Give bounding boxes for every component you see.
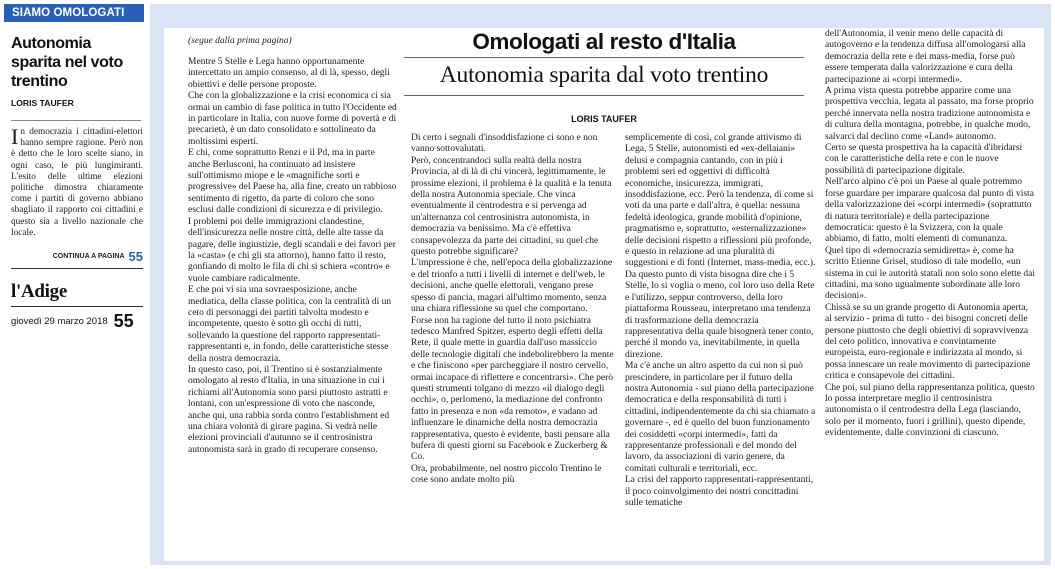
article-paragraph: Però, concentrandoci sulla realtà della nostra Provincia, al di là di chi vincerà, legittimamente, le prossime elezioni, il problema è la qualità e la tenuta della nostra Autonomia speciale. Che vinca eventualmente il centrodestra e si pervenga ad un'alternanza col centrosinistra autonomista, in democrazia va benissimo. Ma c'è effettiva consapevolezza da parte dei cittadini, su quel che questo potrebbe significare? <box>411 155 612 258</box>
article-paragraph: E che poi vi sia una sovraesposizione, anche mediatica, della classe politica, con la centralità di un ceto di personaggi dei partiti talvolta modesto e incompetente, questo è sotto gli occhi di tutti, sollevando la questione del rapporto rappresentati-rappresentanti e, in fondo, delle caratteristiche stesse della nostra democrazia. <box>188 285 392 364</box>
page-number: 55 <box>113 311 134 332</box>
article-paragraph: Da questo punto di vista bisogna dire che i 5 Stelle, lo si voglia o meno, col loro uso della Rete e l'utilizzo, seppur controverso, della loro piattaforma Rousseau, interpretano una tendenza di trasformazione della democrazia rappresentativa della quale bisognerà tener conto, perché il mondo va, inevitabilmente, in quella direzione. <box>625 269 815 360</box>
article-paragraph: Certo se questa prospettiva ha la capacità d'ibridarsi con le caratteristiche della rete e con le nuove possibilità di partecipazione digitale. <box>825 143 1023 176</box>
article-column-3 <box>625 133 818 509</box>
article-page <box>150 4 1051 565</box>
article-paragraph: Ma c'è anche un altro aspetto da cui non si può prescindere, in particolare per il futuro della nostra Autonomia - sul piano della partecipazione democratica e della responsabilità di tutti i cittadini, indipendentemente da chi sia chiamato a governare -, ed è quello del buon funzionamento dei cosiddetti «corpi intermedi», fatti da rappresentanze professionali e del mondo del lavoro, da associazioni di vario genere, da comitati culturali e territoriali, ecc. <box>625 361 816 474</box>
article-paragraph: L'impressione è che, nell'epoca della globalizzazione e del trionfo a tutti i livelli di internet e dell'web, le decisioni, anche quelle elettorali, vengano prese spesso di pancia, magari all'ultimo momento, senza una chiara riflessione su quel che comportano. <box>411 258 613 315</box>
article-sheet <box>164 28 1044 561</box>
article-column-4 <box>825 29 1036 440</box>
article-paragraph: Che poi, sul piano della rappresentanza politica, questo lo possa interpretare meglio il centrosinistra autonomista o il centrodestra della Lega (lasciando, solo per il momento, fuori i grillini), questo dipende, evidentemente, dalle convinzioni di ciascuno. <box>825 382 1035 439</box>
article-paragraph: Forse non ha ragione del tutto il noto psichiatra tedesco Manfred Spitzer, esperto degli effetti della Rete, il quale mette in guardia dall'uso massiccio delle tecnologie digitali che indebolirebbero la mente e che finiscono «per parcheggiare il nostro cervello, ormai incapace di riflettere e concentrarsi». Che però questi strumenti tolgano di mezzo «il dialogo degli occhi», o, perlomeno, la mediazione del confronto fatto in presenza e non «da remoto», e vadano ad influenzare le dinamiche della nostra democrazia rappresentativa, questo è evidente, basti pensare alla bufera di questi giorni su Facebook e Zuckerberg & Co. <box>411 315 614 463</box>
article-paragraph: Che con la globalizzazione e la crisi economica ci sia ormai un cambio di fase politica in tutto l'Occidente ed in particolare in Italia, con nuove forme di povertà e di precarietà, è un dato consolidato e sottolineato da moltissimi esperti. <box>188 91 397 147</box>
article-paragraph: A prima vista questa potrebbe apparire come una prospettiva vecchia, legata al passato, ma forse proprio perché innervata nella nostra tradizione autonomista e di cultura della montagna, potrebbe, in qualche modo, salvarci dal declino come «Land» autonomo. <box>825 86 1034 142</box>
subheadline: Autonomia sparita dal voto trentino <box>439 62 769 88</box>
masthead-divider <box>11 306 143 307</box>
teaser-title[interactable]: Autonomia sparita nel voto trentino <box>11 35 123 90</box>
continue-link[interactable] <box>11 249 143 264</box>
continue-label: CONTINUA A PAGINA <box>52 253 125 261</box>
continued-note: (segue dalla prima pagina) <box>188 36 292 46</box>
section-tag: SIAMO OMOLOGATI <box>4 4 144 22</box>
subheadline-divider <box>404 95 804 96</box>
article-paragraph: In questo caso, poi, il Trentino si è sostanzialmente omologato al resto d'Italia, in una situazione in cui i richiami all'Autonomia sono parsi piuttosto astratti e lontani, con un'espressione di voto che nasconde, anche qui, una rabbia sorda contro l'establishment ed una chiara volontà di girare pagina. Si vedrà nelle elezioni provinciali d'autunno se il centrosinistra autonomista sarà in grado di recuperare consenso. <box>188 364 390 455</box>
continue-page-number: 55 <box>128 249 143 265</box>
issue-date: giovedì 29 marzo 2018 <box>11 316 108 328</box>
headline: Omologati al resto d'Italia <box>472 29 736 54</box>
teaser-body: In democrazia i cittadini-elettori hanno sempre ragione. Però non è detto che le loro scelte siano, in ogni caso, le più lungimiranti. L'esito delle ultime elezioni politiche dimostra chiaramente come i partiti di governo abbiano sbagliato il rapporto coi cittadini e questo sia a livello nazionale che locale. <box>11 124 143 238</box>
masthead-logo: l'Adige <box>11 281 67 303</box>
article-paragraph: semplicemente di così, col grande attivismo di Lega, 5 Stelle, autonomisti ed «ex-dellaiani» delusi e compagnia cantando, con in più i problemi seri ed oggettivi di difficoltà economiche, insicurezza, immigrati, insoddisfazione, ecc. Però la tendenza, di come si voti da una parte e dall'altra, è quella: nessuna fedeltà ideologica, grande mobilità d'opinione, pragmatismo e, soprattutto, «esternalizzazione» delle decisioni rispetto a riflessioni più profonde, e questo in relazione ad una pluralità di suggestioni e di fonti (Internet, mass-media, ecc.). <box>625 133 816 269</box>
article-paragraph: Quel tipo di «democrazia semidiretta» è, come ha scritto Etienne Grisel, studioso di tale modello, «un sistema in cui le autorità statali non solo sono elette dai cittadini, ma sono ugualmente subordinate alle loro decisioni». <box>825 245 1036 302</box>
left-rail <box>4 4 144 565</box>
article-paragraph: I problemi poi delle immigrazioni clandestine, dell'insicurezza nelle nostre città, delle alte tasse da pagare, delle ingiustizie, degli scandali e dei favori per la «casta» (e chi gli sta attorno), hanno fatto il resto, gonfiando di molto le fila di chi si schiera «contro» e vuole cambiare radicalmente. <box>188 216 396 284</box>
article-paragraph: Mentre 5 Stelle e Lega hanno opportunamente intercettato un ampio consenso, al di là, spesso, degli obiettivi e delle persone proposte. <box>188 57 390 90</box>
date-row <box>11 311 144 332</box>
byline: LORIS TAUFER <box>571 114 637 124</box>
article-paragraph: dell'Autonomia, il venir meno delle capacità di autogoverno e la tendenza diffusa all'omologarsi alla democrazia della rete e dei mass-media, forse può essere temperata dalla valorizzazione e cura della partecipazione ai «corpi intermedi». <box>825 29 1026 85</box>
article-paragraph: Chissà se su un grande progetto di Autonomia aperta, al servizio - prima di tutto - dei bisogni concreti delle persone piuttosto che degli obiettivi di sopravvivenza del ceto politico, innovativa e convintamente europeista, euro-regionale e indirizzata al mondo, si possa innescare un reale movimento di partecipazione critica e consapevole dei cittadini. <box>825 302 1031 382</box>
teaser-author: LORIS TAUFER <box>11 98 74 108</box>
article-paragraph: E chi, come soprattutto Renzi e il Pd, ma in parte anche Berlusconi, ha continuato ad insistere sull'ottimismo miope e le «magnifiche sorti e progressive» del Paese ha, alla fine, creato un rabbioso sentimento di rigetto, da parte di coloro che sono esclusi dalle condizioni di sicurezza e di privilegio. <box>188 148 397 216</box>
article-column-2 <box>411 133 616 487</box>
article-paragraph: Di certo i segnali d'insoddisfazione ci sono e non vanno sottovalutati. <box>411 133 598 155</box>
teaser-divider <box>11 120 141 121</box>
headline-divider <box>404 57 804 58</box>
article-paragraph: Nell'arco alpino c'è poi un Paese al quale potremmo forse guardare per imparare qualcosa dal punto di vista della valorizzazione dei «corpi intermedi» (soprattutto di natura territoriale) e della partecipazione democratica: questo è la Svizzera, con la quale abbiamo, di fatto, molti elementi di comunanza. <box>825 177 1034 245</box>
rail-divider <box>11 268 143 269</box>
article-paragraph: Ora, probabilmente, nel nostro piccolo Trentino le cose sono andate molto più <box>411 463 602 486</box>
article-column-1 <box>188 57 398 456</box>
article-paragraph: La crisi del rapporto rappresentati-rappresentanti, il poco coinvolgimento dei nostri concittadini sulle tematiche <box>625 475 814 508</box>
